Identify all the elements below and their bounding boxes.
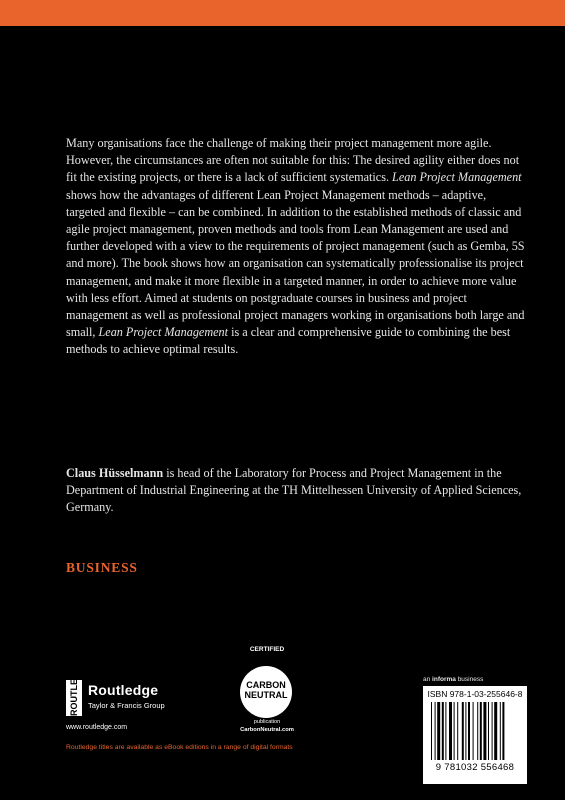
routledge-logo xyxy=(66,659,216,738)
barcode-bars-icon xyxy=(431,702,523,760)
neutral-word: NEUTRAL xyxy=(244,690,288,700)
carbon-neutral-icon xyxy=(240,666,292,718)
routledge-mark-icon: ROUTLEDGE xyxy=(66,680,82,716)
isbn-text: ISBN 978-1-03-255646-8 xyxy=(427,689,523,699)
carbon-url: CarbonNeutral.com xyxy=(240,727,294,733)
back-cover-blurb xyxy=(66,135,526,359)
blurb-text-2: shows how the advantages of different Lean Project Management methods – adaptive, targeted and flexible – can be combined. In addition to the established methods of classic and agile project management, proven methods and tools from Lean Management are used and further developed with a view to the requirements of project management (such as Gemba, 5S and more). The book shows how an organisation can systematically professionalise its project management, and make it more flexible in a targeted manner, in order to achieve more value with less effort. Aimed at students on postgraduate courses in business and project management as well as professional project managers working in organisations both large and small, xyxy=(66,187,525,340)
informa-suffix: business xyxy=(455,676,484,683)
isbn-barcode xyxy=(423,686,527,784)
orange-top-band xyxy=(0,0,565,26)
publisher-url: www.routledge.com xyxy=(66,724,128,731)
category-label: BUSINESS xyxy=(66,560,138,575)
informa-business-label xyxy=(423,676,483,683)
carbon-certified-label: CERTIFIED xyxy=(249,646,285,653)
barcode-number: 9 781032 556468 xyxy=(435,762,515,773)
informa-brand: informa xyxy=(432,676,456,683)
blurb-book-title-2: Lean Project Management xyxy=(98,325,229,340)
author-bio-text: is head of the Laboratory for Process and Project Management in the Department of Industrial Engineering at the TH Mittelhessen University of Applied Sciences, Germany. xyxy=(66,466,522,515)
carbon-publication-label: publication xyxy=(253,719,281,725)
publisher-name: Routledge xyxy=(88,682,159,698)
ebook-note: Routledge titles are available as eBook editions in a range of digital formats xyxy=(66,744,293,751)
carbon-word: CARBON xyxy=(246,680,286,690)
blurb-book-title-1: Lean Project Management xyxy=(392,170,522,185)
publisher-group: Taylor & Francis Group xyxy=(88,701,165,710)
author-name: Claus Hüsselmann xyxy=(66,466,164,480)
informa-prefix: an xyxy=(423,676,433,683)
blurb-text-1: Many organisations face the challenge of making their project management more agile. However, the circumstances are often not suitable for this: The desired agility either does not fit the existing projects, or there is a lack of sufficient systematics. xyxy=(66,136,520,185)
author-bio xyxy=(66,465,526,517)
carbon-neutral-badge xyxy=(236,646,298,738)
blurb-text-3: is a clear and comprehensive guide to combining the best methods to achieve optimal results. xyxy=(66,325,511,357)
